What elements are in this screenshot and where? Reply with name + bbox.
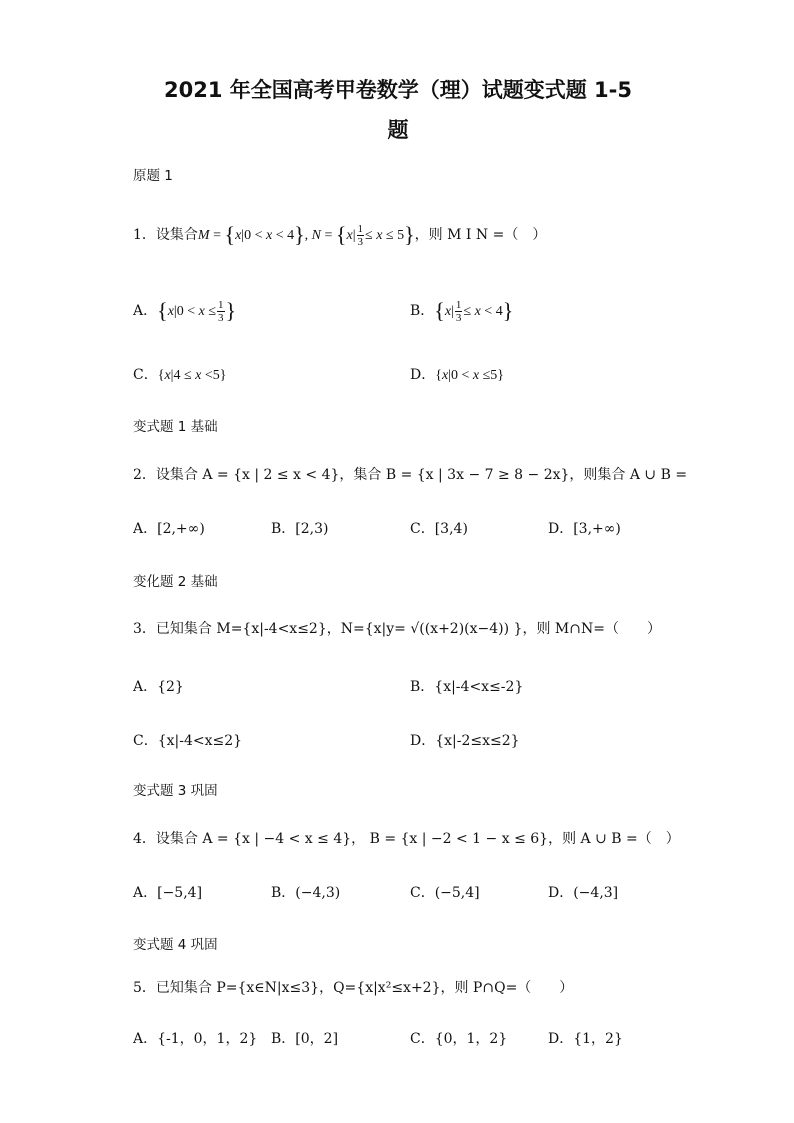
q2-option-b[interactable]: B．[2,3) bbox=[271, 521, 329, 537]
q5-option-d[interactable]: D．{1，2} bbox=[548, 1031, 623, 1047]
q1-option-a[interactable]: A．{x|0 < x ≤ $\frac{1}{3}$ } bbox=[133, 298, 237, 325]
question-2-stem: 2．设集合 A = {x | 2 ≤ x < 4}，集合 B = {x | 3x − 7 ≥ 8 − 2x}，则集合 A ∪ B = bbox=[133, 467, 688, 483]
q2-option-d[interactable]: D．[3,+∞) bbox=[548, 521, 621, 537]
q3-option-b[interactable]: B．{x|-4<x≤-2} bbox=[410, 679, 524, 695]
q3-option-a[interactable]: A．{2} bbox=[133, 679, 184, 695]
q5-option-c[interactable]: C．{0，1，2} bbox=[410, 1031, 508, 1047]
section-label: 变式题 1 基础 bbox=[133, 419, 218, 435]
q4-option-b[interactable]: B．(−4,3) bbox=[271, 885, 341, 901]
q5-option-a[interactable]: A．{-1，0，1，2} bbox=[133, 1031, 258, 1047]
q3-option-d[interactable]: D．{x|-2≤x≤2} bbox=[410, 733, 520, 749]
section-label: 变式题 3 巩固 bbox=[133, 783, 218, 799]
q2-option-c[interactable]: C．[3,4) bbox=[410, 521, 468, 537]
q1-number: 1．设集合 bbox=[133, 227, 198, 243]
section-label: 原题 1 bbox=[133, 168, 173, 184]
question-1-stem: 1．设集合M = {x|0 < x < 4}, N = {x| $\frac{1}{3}$ ≤ x ≤ 5}，则 M I N =（ ） bbox=[133, 222, 547, 249]
document-title bbox=[100, 70, 696, 150]
q4-option-a[interactable]: A．[−5,4] bbox=[133, 885, 203, 901]
section-label: 变式题 4 巩固 bbox=[133, 937, 218, 953]
q1-option-c[interactable]: C．{x|4 ≤ x <5} bbox=[133, 367, 227, 383]
question-3-stem: 3．已知集合 M={x|-4<x≤2}，N={x|y= √((x+2)(x−4)) }，则 M∩N=（ ） bbox=[133, 621, 661, 637]
q2-option-a[interactable]: A．[2,+∞) bbox=[133, 521, 205, 537]
title-line-2: 题 bbox=[387, 118, 409, 142]
question-4-stem: 4．设集合 A = {x | −4 < x ≤ 4}， B = {x | −2 < 1 − x ≤ 6}，则 A ∪ B =（ ） bbox=[133, 831, 680, 847]
title-line-1: 2021 年全国高考甲卷数学（理）试题变式题 1-5 bbox=[163, 78, 632, 102]
q1-option-d[interactable]: D．{x|0 < x ≤5} bbox=[410, 367, 505, 383]
q4-option-d[interactable]: D．(−4,3] bbox=[548, 885, 619, 901]
q4-option-c[interactable]: C．(−5,4] bbox=[410, 885, 480, 901]
q5-option-b[interactable]: B．[0，2] bbox=[271, 1031, 339, 1047]
question-5-stem: 5．已知集合 P={x∈N|x≤3}，Q={x|x²≤x+2}，则 P∩Q=（ ） bbox=[133, 980, 574, 996]
section-label: 变化题 2 基础 bbox=[133, 574, 218, 590]
q1-tail: ，则 M I N =（ ） bbox=[414, 227, 547, 243]
q1-option-b[interactable]: B．{x| $\frac{1}{3}$ ≤ x < 4} bbox=[410, 298, 514, 325]
q3-option-c[interactable]: C．{x|-4<x≤2} bbox=[133, 733, 243, 749]
